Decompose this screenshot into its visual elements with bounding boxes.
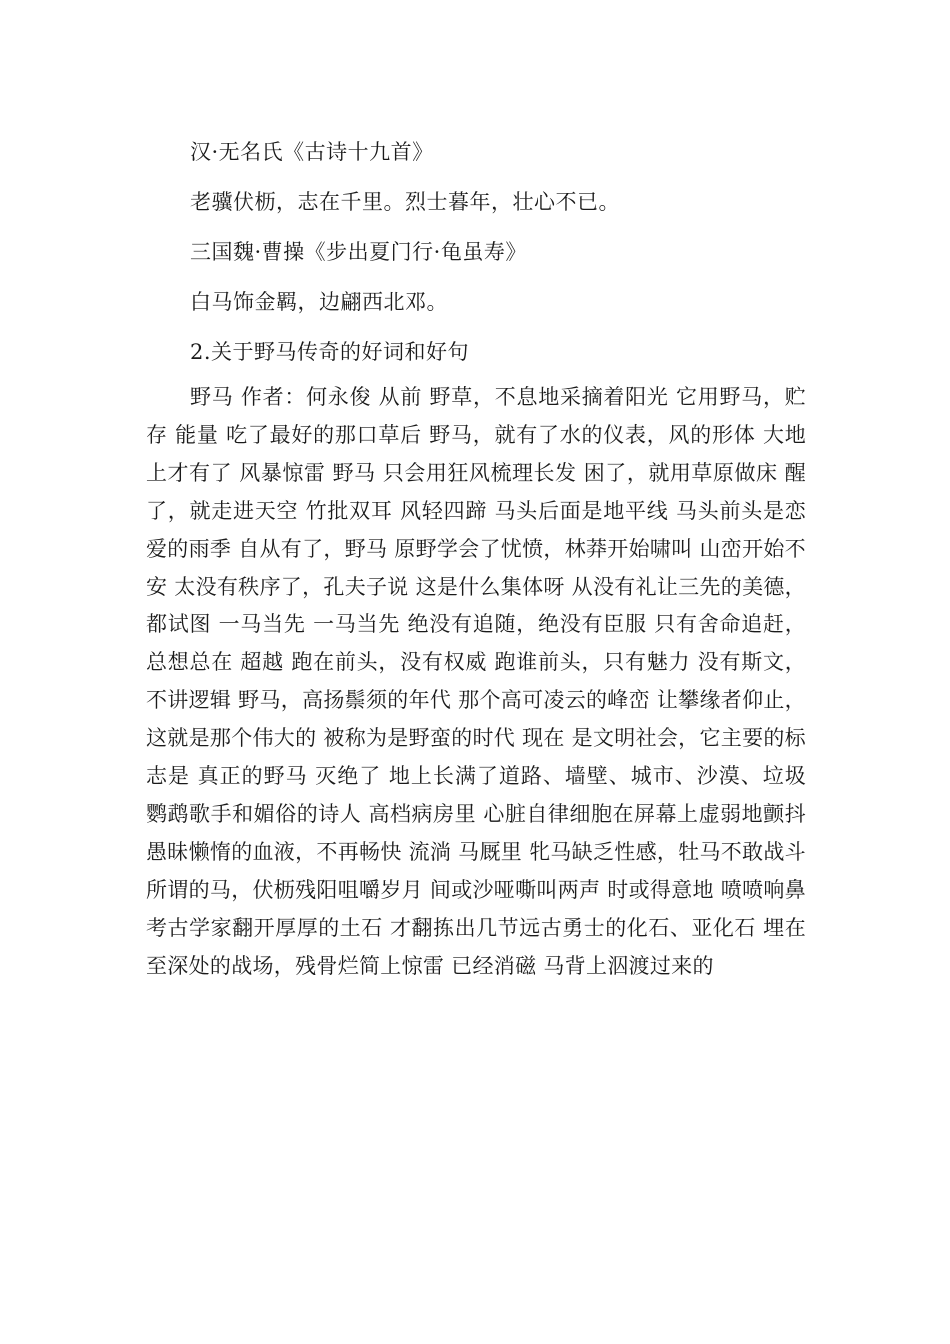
section-heading: 2.关于野马传奇的好词和好句: [190, 340, 470, 364]
citation-line: 汉·无名氏《古诗十九首》: [190, 140, 434, 164]
quote-line: 白马饰金羁，边翩西北邓。: [190, 290, 448, 314]
poem-paragraph: 野马 作者：何永俊 从前 野草，不息地采摘着阳光 它用野马，贮存 能量 吃了最好的那口草后 野马，就有了水的仪表，风的形体 大地上才有了 风暴惊雷 野马 只会用狂风梳理长发 困了，就用草原做床 醒了，就走进天空 竹批双耳 风轻四蹄 马头后面是地平线 马头前头是恋爱的雨季 自从有了，野马 原野学会了忧愤，林莽开始啸叫 山峦开始不安 太没有秩序了，孔夫子说 这是什么集体呀 从没有礼让三先的美德，都试图 一马当先 一马当先 绝没有追随，绝没有臣服 只有舍命追赶，总想总在 超越 跑在前头，没有权威 跑谁前头，只有魅力 没有斯文，不讲逻辑 野马，高扬鬃须的年代 那个高可凌云的峰峦 让攀缘者仰止，这就是那个伟大的 被称为是野蛮的时代 现在 是文明社会，它主要的标志是 真正的野马 灭绝了 地上长满了道路、墙壁、城市、沙漠、垃圾 鹦鹉歌手和媚俗的诗人 高档病房里 心脏自律细胞在屏幕上虚弱地颤抖 愚昧懒惰的血液，不再畅快 流淌 马厩里 牝马缺乏性感，牡马不敢战斗 所谓的马，伏枥残阳咀嚼岁月 间或沙哑嘶叫两声 时或得意地 喷喷响鼻 考古学家翻开厚厚的土石 才翻拣出几节远古勇士的化石、亚化石 埋在至深处的战场，残骨烂简上惊雷 已经消磁 马背上泅渡过来的: [146, 385, 806, 978]
quote-line: 老骥伏枥，志在千里。烈士暮年，壮心不已。: [190, 190, 620, 214]
citation-line: 三国魏·曹操《步出夏门行·龟虽寿》: [190, 240, 527, 264]
